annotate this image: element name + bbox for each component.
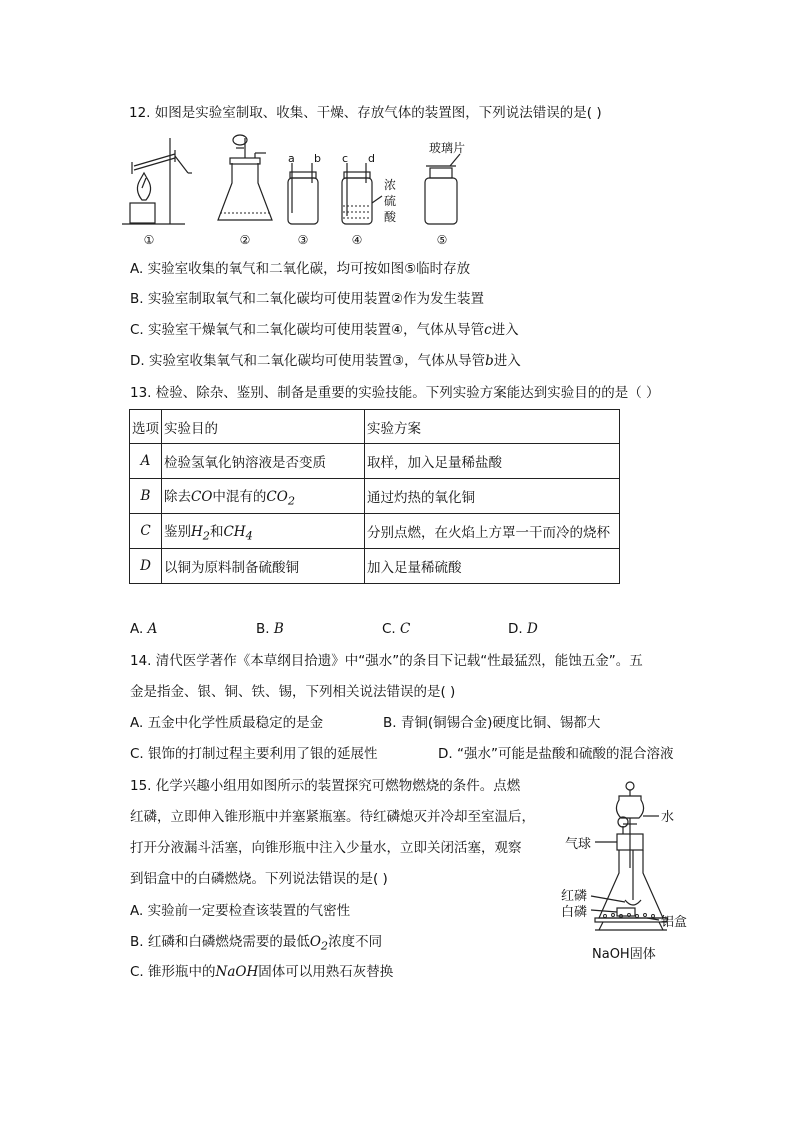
q12-option-a: A. 实验室收集的氧气和二氧化碳，均可按如图⑤临时存放 [130,261,471,277]
table-row [130,479,620,514]
table-header: 实验方案 [365,410,620,444]
table-cell-option: A [130,444,162,479]
table-header: 实验目的 [162,410,365,444]
q15-apparatus-figure [555,778,705,968]
q15-stem-line-3: 打开分液漏斗活塞，向锥形瓶中注入少量水，立即关闭活塞，观察 [130,840,522,856]
q13-experiment-table [129,409,620,584]
fig-b: b [314,152,321,165]
q13-answer-c: C. C [382,621,411,637]
q14-option-d: D. “强水”可能是盐酸和硫酸的混合溶液 [438,746,674,762]
fig-acid-3: 酸 [384,210,397,224]
q15-stem-line-1: 15. 化学兴趣小组用如图所示的装置探究可燃物燃烧的条件。点燃 [130,778,521,794]
q13-answer-a: A. A [130,621,158,637]
table-cell-plan: 加入足量稀硫酸 [365,549,620,584]
q15-option-b: B. 红磷和白磷燃烧需要的最低$O_2$浓度不同 [130,934,383,953]
q13-stem: 13. 检验、除杂、鉴别、制备是重要的实验技能。下列实验方案能达到实验目的的是（ ） [130,385,660,401]
table-cell-option: B [130,479,162,514]
apparatus-1-heating [122,138,192,224]
table-cell-option: D [130,549,162,584]
q14-option-a: A. 五金中化学性质最稳定的是金 [130,715,324,731]
q14-stem-line-1: 14. 清代医学著作《本草纲目拾遗》中“强水”的条目下记载“性最猛烈，能蚀五金”。五 [130,653,643,669]
table-header-row [130,410,620,444]
fig-balloon-label: 气球 [565,837,592,852]
fig-acid-2: 硫 [384,194,397,208]
table-cell-plan: 取样，加入足量稀盐酸 [365,444,620,479]
fig-label-2: ② [239,233,251,247]
q15-stem-line-4: 到铝盒中的白磷燃烧。下列说法错误的是( ) [130,871,388,887]
fig-naoh-label: NaOH固体 [592,947,656,962]
fig-white-phosphorus-label: 白磷 [561,905,588,920]
table-cell-option: C [130,514,162,549]
q12-option-c: C. 实验室干燥氧气和二氧化碳均可使用装置④，气体从导管c进入 [130,322,519,338]
table-cell-plan: 分别点燃，在火焰上方罩一干而冷的烧杯 [365,514,620,549]
apparatus-4-bottle [342,163,382,224]
q15-option-c: C. 锥形瓶中的NaOH固体可以用熟石灰替换 [130,964,394,980]
fig-glass-plate: 玻璃片 [429,141,466,155]
q13-answer-b: B. B [256,621,284,637]
table-cell-goal: 以铜为原料制备硫酸铜 [162,549,365,584]
q13-answer-d: D. D [508,621,538,637]
table-cell-goal: 鉴别$H_2$和$CH_4$ [162,514,365,549]
table-row [130,514,620,549]
table-cell-goal: 除去CO中混有的$CO_2$ [162,479,365,514]
fig-acid-1: 浓 [384,178,397,192]
fig-d: d [368,152,375,165]
q15-option-a: A. 实验前一定要检查该装置的气密性 [130,903,351,919]
table-header: 选项 [130,410,162,444]
fig-label-5: ⑤ [436,233,448,247]
fig-c: c [342,152,349,165]
q14-stem-line-2: 金是指金、银、铜、铁、锡，下列相关说法错误的是( ) [130,684,456,700]
q12-option-b: B. 实验室制取氧气和二氧化碳均可使用装置②作为发生装置 [130,291,484,307]
fig-a: a [288,152,295,165]
fig-label-1: ① [143,233,155,247]
q15-stem-line-2: 红磷，立即伸入锥形瓶中并塞紧瓶塞。待红磷熄灭并冷却至室温后， [130,809,535,825]
q14-option-c: C. 银饰的打制过程主要利用了银的延展性 [130,746,378,762]
q12-apparatus-figure [120,128,480,250]
table-cell-plan: 通过灼热的氧化铜 [365,479,620,514]
fig-label-3: ③ [297,233,309,247]
q12-option-d: D. 实验室收集氧气和二氧化碳均可使用装置③，气体从导管b进入 [130,353,521,369]
q12-stem: 12. 如图是实验室制取、收集、干燥、存放气体的装置图，下列说法错误的是( ) [129,105,602,121]
apparatus-5-gas-jar [425,154,460,224]
table-cell-goal: 检验氢氧化钠溶液是否变质 [162,444,365,479]
q14-option-b: B. 青铜(铜锡合金)硬度比铜、锡都大 [383,715,601,731]
apparatus-2-flask [218,135,272,220]
fig-label-4: ④ [351,233,363,247]
fig-water-label: 水 [661,810,675,825]
table-row [130,444,620,479]
table-row [130,549,620,584]
apparatus-3-bottle [288,163,318,224]
fig-al-box-label: 铝盒 [661,915,688,930]
fig-red-phosphorus-label: 红磷 [561,889,588,904]
